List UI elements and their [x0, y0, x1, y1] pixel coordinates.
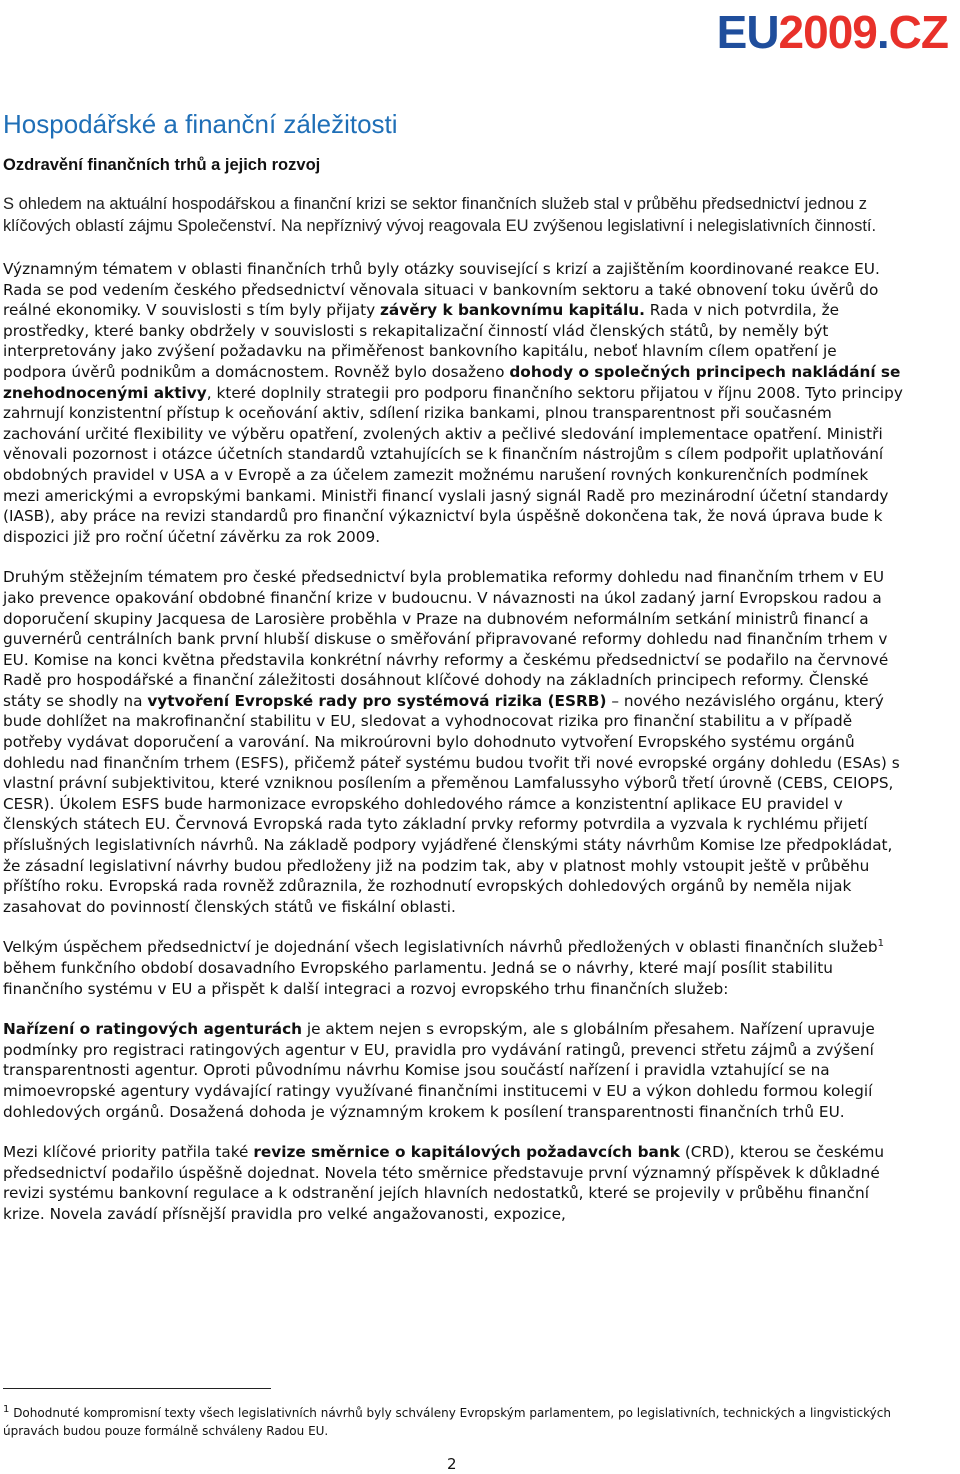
bold-text: revize směrnice o kapitálových požadavcích bank: [253, 1143, 680, 1162]
logo-graphic: [690, 6, 950, 56]
bold-text: vytvoření Evropské rady pro systémová rizika (ESRB): [147, 691, 607, 710]
footnote-text: Dohodnuté kompromisní texty všech legislativních návrhů byly schváleny Evropským parlamentem, po legislativních, technických a lingvistických úpravách budou pouze formálně schváleny Radou EU.: [3, 1406, 891, 1438]
paragraph-text: Velkým úspěchem předsednictví je dojednání všech legislativních návrhů předložených v oblasti finančních služeb: [3, 938, 878, 957]
paragraph-supervision-reform: [3, 567, 903, 917]
document-body: [3, 108, 903, 1225]
footnote-number: 1: [3, 1404, 10, 1415]
paragraph-text: Druhým stěžejním tématem pro české předsednictví byla problematika reformy dohledu nad finančním trhem v EU jako prevence opakování obdobné finanční krize v budoucnu. V návaznosti na úkol zadaný jarní Evropskou radou a doporučení skupiny Jacquesa de Larosière proběhla v Praze na dubnovém neformálním setkání ministrů financí a guvernérů centrálních bank první hlubší diskuse o směřování připravované reformy dohledu nad finančním trhem v EU. Komise na konci května představila konkrétní návrhy reformy a českému předsednictví se podařilo na červnové Radě pro hospodářské a finanční záležitosti dosáhnout klíčové dohody na základních principech reformy. Členské státy se shodly na: [3, 568, 889, 710]
paragraph-text: Rada v nich potvrdila, že prostředky, které banky obdržely v souvislosti s rekapitalizační činností vlád členských států, by neměly být interpretovány jako zvýšení požadavku na přiměřenost bankovního kapitálu, neboť hlavním cílem opatření je podpora úvěrů podnikům a domácnostem. Rovněž bylo dosaženo: [3, 301, 840, 381]
logo-dot-part: .: [876, 6, 889, 56]
paragraph-legislative-success: [3, 937, 903, 999]
paragraph-text: – nového nezávislého orgánu, který bude dohlížet na makrofinanční stabilitu v EU, sledovat a vyhodnocovat rizika pro finanční stabilitu a v případě potřeby vydávat doporučení a varování. Na mikroúrovni bylo dohodnuto vytvoření Evropského systému orgánů dohledu nad finančním trhem (ESFS), přičemž páteř systému budou tvořit tři nové evropské orgány dohledu (ESAs) s vlastní právní subjektivitou, které vzniknou posílením a přeměnou Lamfalussyho výborů třetí úrovně (CEBS, CEIOPS, CESR). Úkolem ESFS bude harmonizace evropského dohledového rámce a konzistentní aplikace EU pravidel v členských státech EU. Červnová Evropská rada tyto základní prvky reformy potvrdila a vyzvala k rychlému přijetí příslušných legislativních návrhů. Na základě podpory vyjádřené členskými státy návrhům Komise lze předpokládat, že zásadní legislativní návrhy budou předloženy již na podzim tak, aby v platnost mohly vstoupit ještě v průběhu příštího roku. Evropská rada rovněž zdůraznila, že rozhodnutí evropských dohledových orgánů by neměla nijak zasahovat do povinností členských států ve fiskální oblasti.: [3, 691, 900, 916]
logo-cz-part: CZ: [888, 6, 948, 56]
eu2009-logo: [690, 6, 950, 56]
bold-text: Nařízení o ratingových agenturách: [3, 1020, 303, 1039]
section-heading: Ozdravění finančních trhů a jejich rozvoj: [3, 156, 321, 174]
paragraph-crd-revision: [3, 1142, 903, 1224]
paragraph-text: (CRD), kterou se českému předsednictví podařilo úspěšně dojednat. Novela této směrnice představuje první významný příspěvek k důkladné revizi systému bankovní regulace a k odstranění jejích hlavních nedostatků, které se projevily v průběhu finanční krize. Novela zavádí přísnější pravidla pro velké angažovanosti, expozice,: [3, 1143, 885, 1223]
page-number: 2: [447, 1455, 457, 1473]
svg-text:EU2009.CZ: [717, 6, 948, 56]
paragraph-text: Významným tématem v oblasti finančních trhů byly otázky související s krizí a zajištěním koordinované reakce EU. Rada se pod vedením českého předsednictví věnovala situaci v bankovním sektoru a také obnovení toku úvěrů do reálné ekonomiky. V souvislosti s tím byly přijaty: [3, 260, 880, 320]
paragraph-text: je aktem nejen s evropským, ale s globálním přesahem. Nařízení upravuje podmínky pro registraci ratingových agentur v EU, pravidla pro vydávání ratingů, prevenci střetu zájmů a zvýšení transparentnosti agentur. Oproti původnímu návrhu Komise jsou součástí nařízení i pravidla vztahující se na mimoevropské agentury vydávající ratingy využívané finančními institucemi v EU a výkon dohledu formou kolegií dohledových orgánů. Dosažená dohoda je významným krokem k posílení transparentnosti finančních trhů EU.: [3, 1020, 875, 1121]
footnote-reference: 1: [877, 938, 884, 950]
paragraph-text: během funkčního období dosavadního Evropského parlamentu. Jedná se o návrhy, které mají posílit stabilitu finančního systému v EU a přispět k další integraci a rozvoj evropského trhu finančních služeb:: [3, 959, 833, 998]
document-title: Hospodářské a finanční záležitosti: [3, 109, 398, 139]
paragraph-text: Mezi klíčové priority patřila také: [3, 1143, 254, 1162]
paragraph-text: , které doplnily strategii pro podporu finančního sektoru přijatou v říjnu 2008. Tyto principy zahrnují konzistentní přístup k oceňování aktiv, sdílení rizika bankami, plnou transparentnost při současném zachování určité flexibility ve výběru opatření, zvolených aktiv a pečlivé sledování implementace opatření. Ministři věnovali pozornost i otázce účetních standardů vztahujících se k finančním nástrojům s cílem podpořit uplatňování obdobných pravidel v USA a v Evropě a za účelem zamezit možnému narušení rovných konkurenčních podmínek mezi americkými a evropskými bankami. Ministři financí vyslali jasný signál Radě pro mezinárodní účetní standardy (IASB), aby práce na revizi standardů pro finanční výkaznictví byla úspěšně dokončena tak, že nová úprava bude k dispozici již pro roční účetní závěrku za rok 2009.: [3, 383, 903, 546]
logo-year-part: 2009: [778, 6, 877, 56]
intro-paragraph: S ohledem na aktuální hospodářskou a finanční krizi se sektor finančních služeb stal v průběhu předsednictví jednou z klíčových oblastí zájmu Společenství. Na nepříznivý vývoj reagovala EU zvýšenou legislativní i nelegislativních činností.: [3, 195, 877, 235]
footnote-separator: [3, 1388, 271, 1389]
paragraph-financial-markets: [3, 259, 903, 547]
bold-text: dohody o společných principech nakládání se znehodnocenými aktivy: [3, 362, 901, 402]
paragraph-rating-agencies: [3, 1019, 903, 1122]
bold-text: závěry k bankovnímu kapitálu.: [380, 301, 645, 320]
footnote: [3, 1404, 903, 1440]
logo-eu-part: EU: [716, 6, 779, 56]
